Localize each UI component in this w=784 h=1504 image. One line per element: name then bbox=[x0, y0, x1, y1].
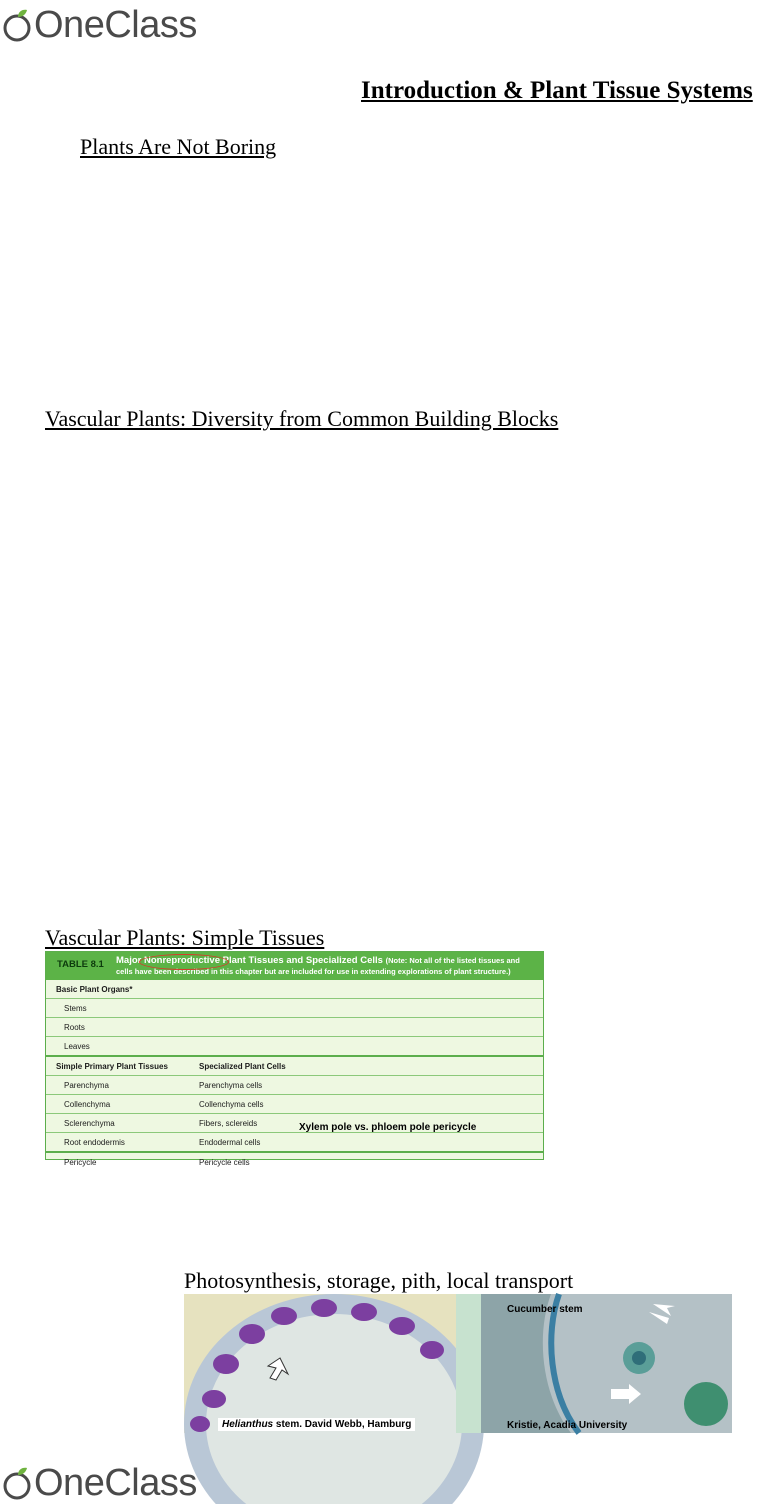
table-header bbox=[46, 952, 543, 980]
table-row bbox=[46, 1133, 543, 1153]
cells-cell: Pericycle cells bbox=[199, 1158, 250, 1167]
image-divider bbox=[456, 1294, 481, 1433]
organ-cell: Roots bbox=[64, 1023, 85, 1032]
document-title: Introduction & Plant Tissue Systems bbox=[361, 77, 753, 104]
tissue-header: Simple Primary Plant Tissues bbox=[56, 1062, 168, 1071]
cells-cell: Collenchyma cells bbox=[199, 1100, 264, 1109]
helianthus-caption-rest: stem. David Webb, Hamburg bbox=[273, 1419, 412, 1430]
organ-cell: Leaves bbox=[64, 1042, 90, 1051]
cells-header: Specialized Plant Cells bbox=[199, 1062, 286, 1071]
cells-cell: Fibers, sclereids bbox=[199, 1119, 258, 1128]
section-heading-simple-tissues: Vascular Plants: Simple Tissues bbox=[45, 925, 325, 950]
helianthus-stem-drawing bbox=[184, 1294, 456, 1433]
cells-cell: Parenchyma cells bbox=[199, 1081, 263, 1090]
table-8-1-image bbox=[45, 951, 544, 1167]
helianthus-stem-panel bbox=[184, 1294, 456, 1433]
table-row bbox=[46, 1037, 543, 1057]
table-note: (Note: Not all of the listed tissues and cells have been described in this chapter but are included for use in extending explorations of plant structure.) bbox=[116, 956, 520, 977]
section-heading-plants-not-boring: Plants Are Not Boring bbox=[80, 134, 277, 159]
tissue-cell: Collenchyma bbox=[64, 1100, 111, 1109]
oneclass-logo-bottom bbox=[0, 1464, 197, 1502]
tissue-cell: Sclerenchyma bbox=[64, 1119, 115, 1128]
logo-text: OneClass bbox=[34, 4, 197, 46]
tissue-cell: Pericycle bbox=[64, 1158, 97, 1167]
caption-photosynthesis: Photosynthesis, storage, pith, local transport bbox=[184, 1268, 574, 1293]
cucumber-stem-title: Cucumber stem bbox=[507, 1304, 583, 1315]
cucumber-stem-panel bbox=[481, 1294, 732, 1433]
table-row bbox=[46, 1095, 543, 1114]
helianthus-caption-italic: Helianthus bbox=[222, 1419, 274, 1430]
cells-cell: Endodermal cells bbox=[199, 1138, 261, 1147]
logo-text: OneClass bbox=[34, 1462, 197, 1504]
pericycle-overlay-note: Xylem pole vs. phloem pole pericycle bbox=[299, 1122, 477, 1133]
apple-leaf-icon bbox=[0, 8, 34, 42]
apple-leaf-icon bbox=[0, 1466, 34, 1500]
table-row bbox=[46, 1057, 543, 1076]
table-title: Major Nonreproductive Plant Tissues and Specialized Cells bbox=[116, 955, 383, 966]
helianthus-caption bbox=[218, 1418, 415, 1431]
table-number: TABLE 8.1 bbox=[57, 959, 104, 970]
highlight-circle bbox=[139, 954, 229, 970]
table-row bbox=[46, 999, 543, 1018]
tissue-cell: Root endodermis bbox=[64, 1138, 125, 1147]
table-row bbox=[46, 1018, 543, 1037]
cucumber-stem-credit: Kristie, Acadia University bbox=[507, 1420, 628, 1431]
organ-cell: Stems bbox=[64, 1004, 87, 1013]
table-row bbox=[46, 1076, 543, 1095]
table-row bbox=[46, 1153, 543, 1171]
oneclass-logo-top bbox=[0, 6, 197, 44]
tissue-cell: Parenchyma bbox=[64, 1081, 109, 1090]
organs-header: Basic Plant Organs* bbox=[56, 985, 133, 994]
table-row bbox=[46, 980, 543, 999]
section-heading-vascular-diversity: Vascular Plants: Diversity from Common Building Blocks bbox=[45, 406, 559, 431]
stem-micrograph-image bbox=[184, 1294, 732, 1433]
